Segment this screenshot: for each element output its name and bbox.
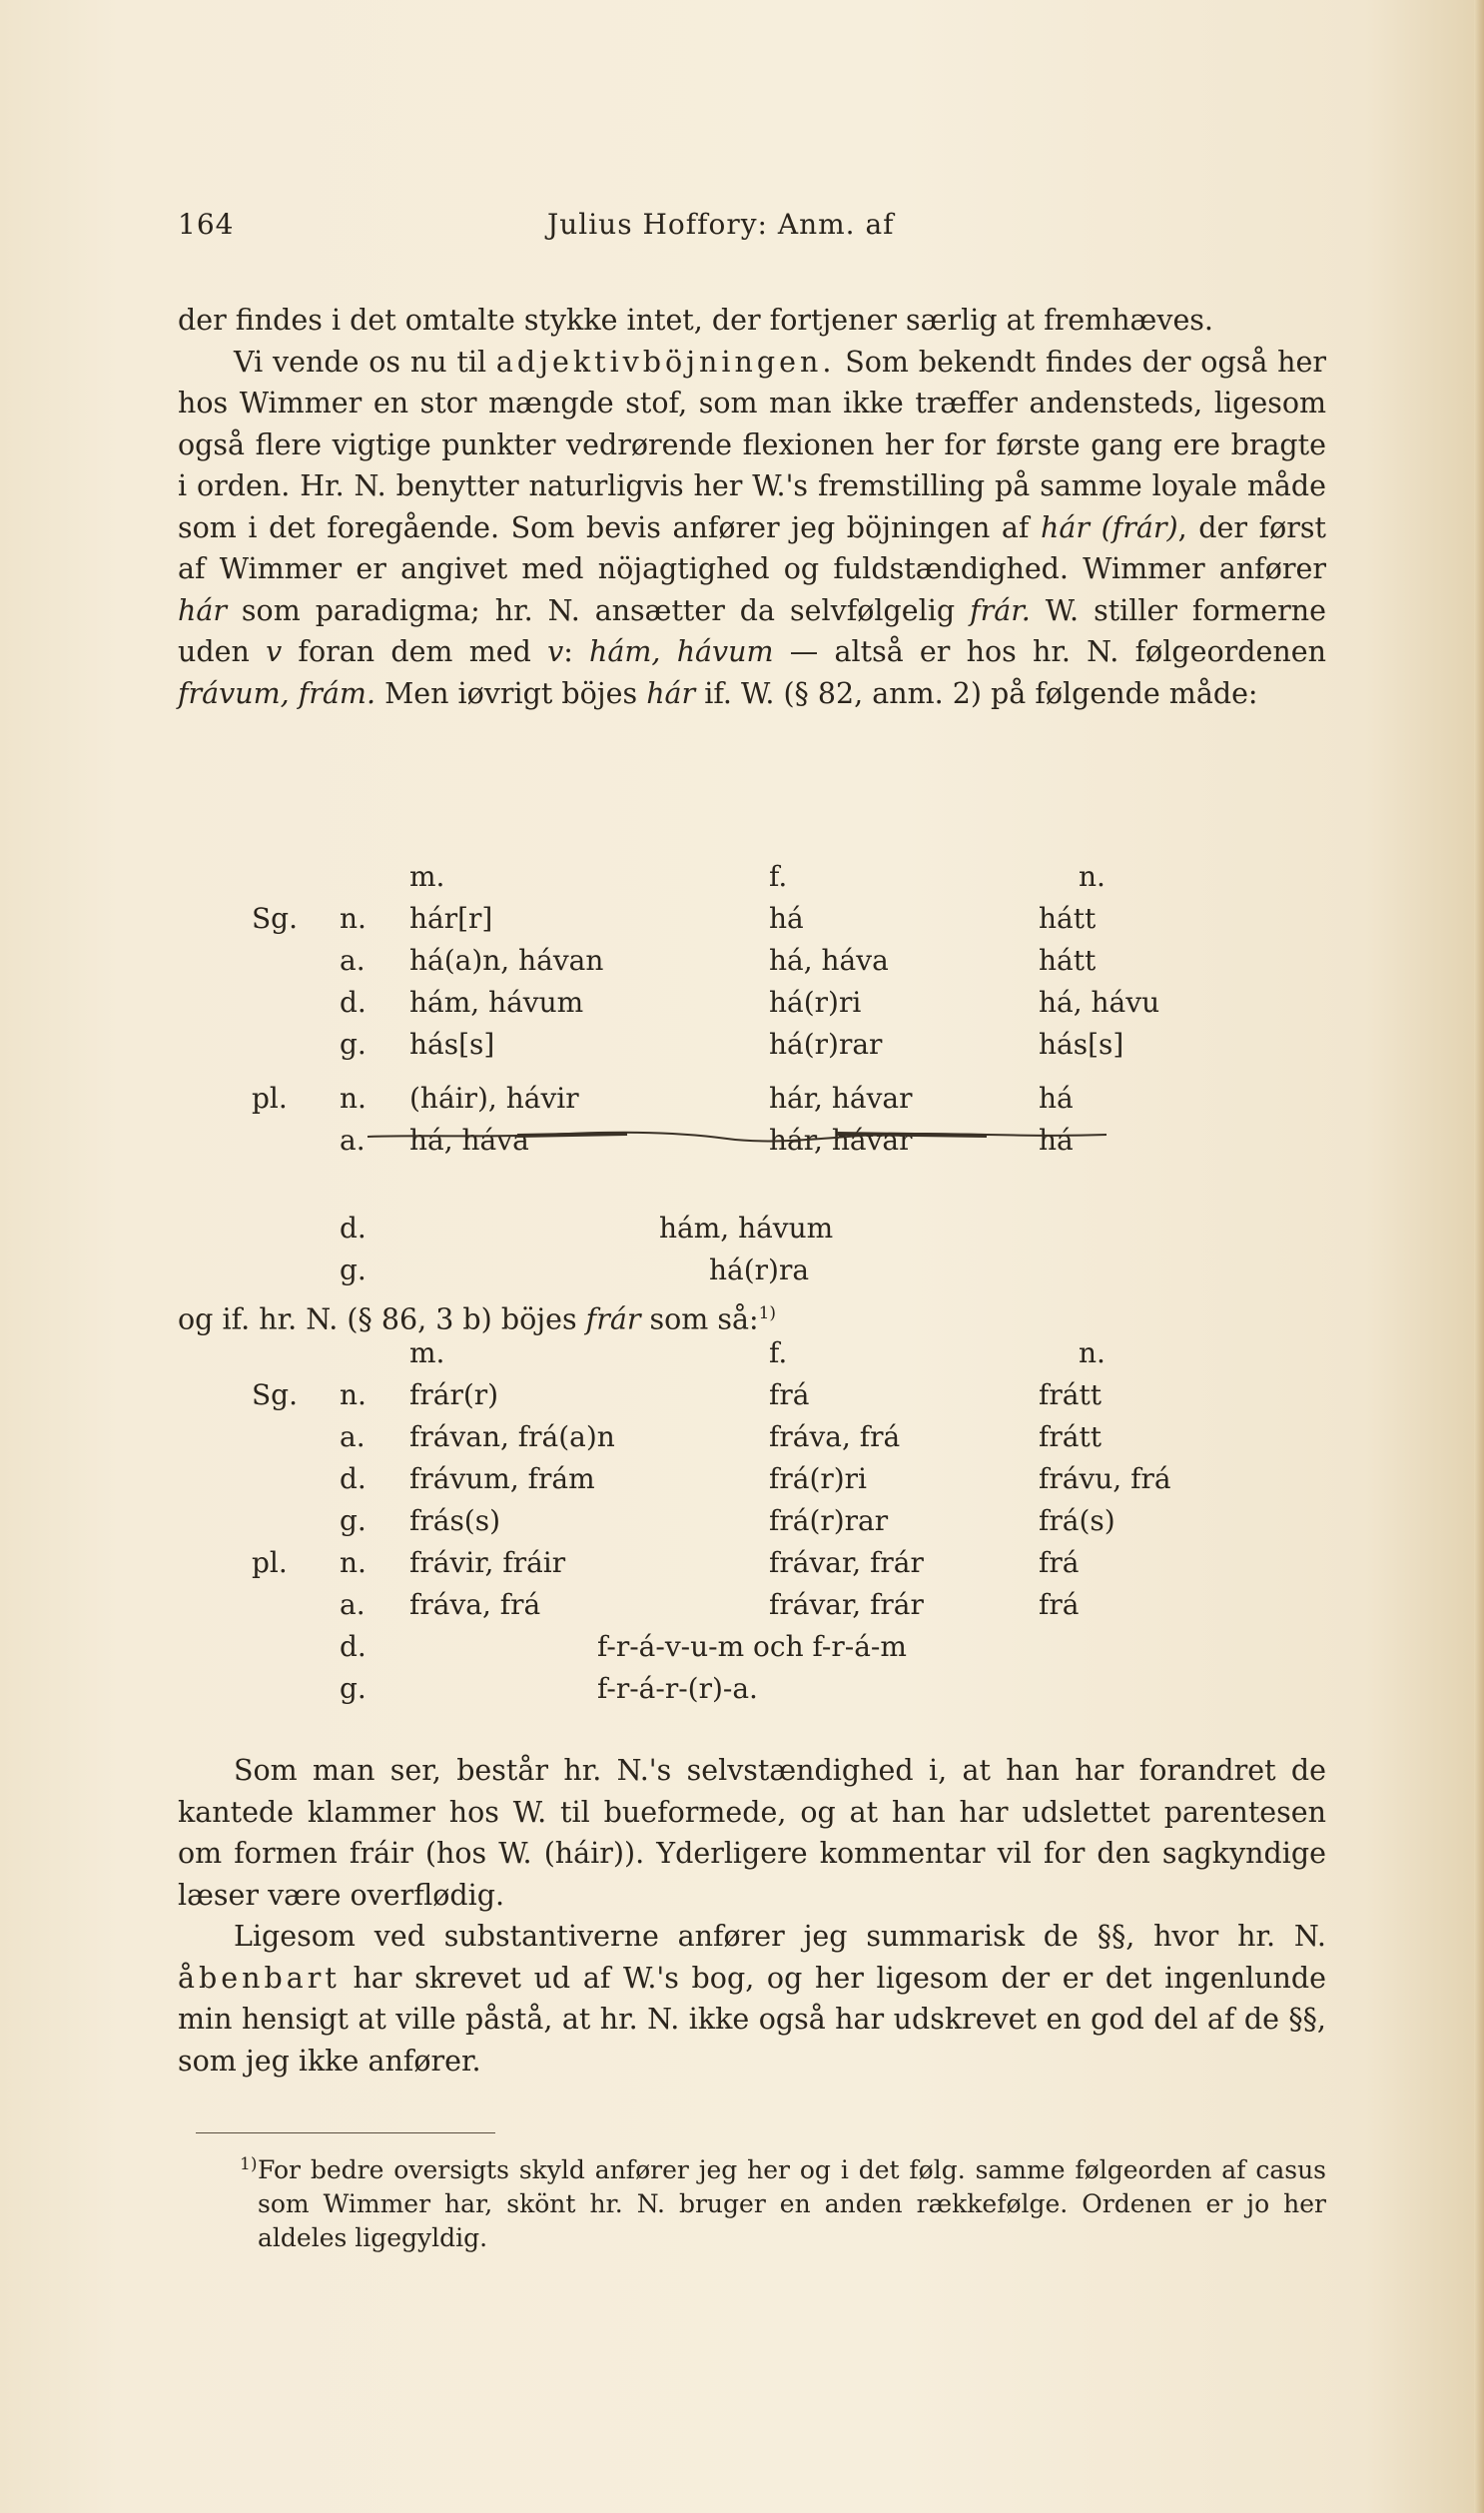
form-cell: há, háva — [409, 1124, 529, 1157]
form-cell: hár, hávar — [769, 1082, 913, 1115]
case-label: g. — [340, 1028, 367, 1061]
case-label: g. — [340, 1504, 367, 1537]
form-cell: há(a)n, hávan — [409, 944, 604, 977]
form-cell: há, háva — [769, 944, 889, 977]
declension-table-fraar — [0, 1333, 1484, 1753]
italic-word: (frár) — [1101, 510, 1178, 544]
form-cell: há(r)rar — [769, 1028, 883, 1061]
text-run: : — [563, 635, 590, 668]
form-cell: frá(s) — [1039, 1504, 1115, 1537]
form-cell: f-r-á-v-u-m och f-r-á-m — [597, 1630, 907, 1663]
spaced-emphasis: adjektivböjningen. — [495, 345, 836, 379]
form-cell: frá(r)rar — [769, 1504, 889, 1537]
form-cell: frá — [1039, 1546, 1080, 1579]
case-label: a. — [340, 1588, 366, 1621]
column-header-neuter: n. — [1079, 1336, 1106, 1369]
italic-word: hám, hávum — [589, 635, 774, 668]
form-cell: frávu, frá — [1039, 1462, 1171, 1495]
case-label: n. — [340, 1546, 367, 1579]
case-label: g. — [340, 1672, 367, 1705]
paragraph-summary — [178, 1916, 1326, 2082]
form-cell: há, hávu — [1039, 986, 1160, 1019]
form-cell: (háir), hávir — [409, 1082, 579, 1115]
paragraph-adjective-intro — [178, 300, 1326, 714]
text-run: som så: — [640, 1302, 759, 1336]
page-header — [178, 208, 1326, 248]
footnote-divider — [196, 2132, 495, 2133]
form-cell: há — [1039, 1124, 1074, 1157]
form-cell: frávum, frám — [409, 1462, 595, 1495]
case-label: n. — [340, 902, 367, 935]
case-label: n. — [340, 1378, 367, 1411]
text-run: Som bekendt findes der også her hos Wimmer en stor mængde stof, som man ikke træffer andensteds, ligesom også flere vigtige punkter vedrørende flexionen her for første gang ere bragte i orden. Hr. N. benytter naturligvis her W.'s fremstilling på samme loyale måde som i det foregående. Som bevis anfører jeg böjningen af — [178, 345, 1326, 544]
footnote-mark: 1) — [240, 2154, 258, 2174]
italic-word: frár — [585, 1302, 641, 1336]
text-run: Vi vende os nu til — [234, 345, 496, 379]
form-cell: frátt — [1039, 1420, 1102, 1453]
form-cell: hár[r] — [409, 902, 493, 935]
number-label-singular: Sg. — [252, 1378, 299, 1411]
form-cell: hár, hávar — [769, 1124, 913, 1157]
text-run: Men iøvrigt böjes — [375, 676, 647, 710]
italic-word: v — [266, 635, 283, 668]
form-cell: frás(s) — [409, 1504, 501, 1537]
case-label: d. — [340, 1462, 367, 1495]
form-cell: f-r-á-r-(r)-a. — [597, 1672, 758, 1705]
italic-word: frár. — [970, 593, 1031, 627]
form-cell: frá — [1039, 1588, 1080, 1621]
text-run: og if. hr. N. (§ 86, 3 b) böjes — [178, 1302, 586, 1336]
case-label: d. — [340, 986, 367, 1019]
case-label: g. — [340, 1254, 367, 1286]
column-header-masculine: m. — [409, 860, 445, 893]
form-cell: frá — [769, 1378, 810, 1411]
text-run: — altså er hos hr. N. følgeordenen — [773, 635, 1326, 668]
footnote — [240, 2153, 1326, 2255]
case-label: a. — [340, 1420, 366, 1453]
text-run: if. W. (§ 82, anm. 2) på følgende måde: — [695, 676, 1258, 710]
number-label-plural: pl. — [252, 1546, 288, 1579]
paragraph-conclusion: Som man ser, består hr. N.'s selvstændighed i, at han har forandret de kantede klammer hos W. til bueformede, og at han har udslettet parentesen om formen fráir (hos W. (háir)). Yderligere kommentar vil for den sagkyndige læser være overflødig. — [178, 1754, 1326, 1912]
form-cell: há — [1039, 1082, 1074, 1115]
case-label: a. — [340, 944, 366, 977]
text-run: foran dem med — [282, 635, 548, 668]
form-cell: frávar, frár — [769, 1546, 924, 1579]
form-cell: hám, hávum — [409, 986, 584, 1019]
form-cell: frávar, frár — [769, 1588, 924, 1621]
form-cell: hám, hávum — [659, 1212, 834, 1245]
page-number: 164 — [178, 208, 235, 241]
form-cell: hás[s] — [1039, 1028, 1124, 1061]
case-label: d. — [340, 1212, 367, 1245]
paragraph-adjektivbojningen — [178, 342, 1326, 715]
column-header-masculine: m. — [409, 1336, 445, 1369]
italic-word: hár — [646, 676, 696, 710]
form-cell: hátt — [1039, 902, 1097, 935]
form-cell: hás[s] — [409, 1028, 495, 1061]
italic-word: v — [547, 635, 564, 668]
form-cell: frávan, frá(a)n — [409, 1420, 615, 1453]
form-cell: fráva, frá — [769, 1420, 901, 1453]
running-title: Julius Hoffory: Anm. af — [547, 208, 895, 241]
form-cell: há — [769, 902, 804, 935]
form-cell: frávir, fráir — [409, 1546, 566, 1579]
form-cell: fráva, frá — [409, 1588, 541, 1621]
form-cell: há(r)ra — [709, 1254, 810, 1286]
number-label-plural: pl. — [252, 1082, 288, 1115]
spaced-emphasis: åbenbart — [178, 1961, 341, 1995]
footnote-reference: 1) — [758, 1303, 777, 1323]
text-run: har skrevet ud af W.'s bog, og her ligesom der er det ingenlunde min hensigt at ville påstå, at hr. N. ikke også har udskrevet en god del af de §§, som jeg ikke anfører. — [178, 1961, 1326, 2078]
footnote-text: For bedre oversigts skyld anfører jeg her og i det følg. samme følgeorden af casus som Wimmer har, skönt hr. N. bruger en anden rækkefølge. Ordenen er jo her aldeles ligegyldig. — [258, 2155, 1326, 2252]
italic-word: hár — [178, 593, 227, 627]
italic-word: hár — [1041, 510, 1090, 544]
form-cell: frár(r) — [409, 1378, 499, 1411]
case-label: d. — [340, 1630, 367, 1663]
column-header-neuter: n. — [1079, 860, 1106, 893]
form-cell: há(r)ri — [769, 986, 862, 1019]
form-cell: frátt — [1039, 1378, 1102, 1411]
paragraph-continuation: der findes i det omtalte stykke intet, der fortjener særlig at fremhæves. — [178, 304, 1213, 337]
form-cell: hátt — [1039, 944, 1097, 977]
column-header-feminine: f. — [769, 1336, 788, 1369]
case-label: n. — [340, 1082, 367, 1115]
text-run: som paradigma; hr. N. ansætter da selvfølgelig — [226, 593, 971, 627]
text-run: Ligesom ved substantiverne anfører jeg summarisk de §§, hvor hr. N. — [234, 1920, 1326, 1953]
wavy-rule — [368, 1129, 1107, 1143]
number-label-singular: Sg. — [252, 902, 299, 935]
paragraph-commentary — [178, 1750, 1326, 2082]
column-header-feminine: f. — [769, 860, 788, 893]
text-run: , der først af Wimmer er angivet med nöjagtighed og fuldstændighed. Wimmer anfører — [178, 510, 1326, 585]
text-run: W. stiller formerne uden — [178, 593, 1327, 668]
case-label: a. — [340, 1124, 366, 1157]
form-cell: frá(r)ri — [769, 1462, 868, 1495]
italic-word: frávum, frám. — [178, 676, 376, 710]
